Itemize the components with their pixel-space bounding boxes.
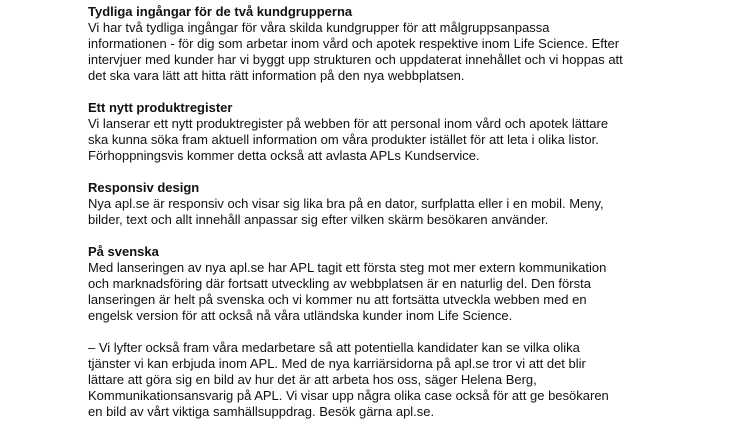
paragraph-line: informationen - för dig som arbetar inom vård och apotek respektive inom Life Science. Efter (88, 36, 620, 51)
paragraph-line: lanseringen är helt på svenska och vi kommer nu att fortsätta utveckla webben med en (88, 292, 587, 307)
section-heading: Tydliga ingångar för de två kundgrupperna (88, 4, 353, 19)
paragraph-line: bilder, text och allt innehåll anpassar sig efter vilken skärm besökaren använder. (88, 212, 549, 227)
paragraph-line: tjänster vi kan erbjuda inom APL. Med de nya karriärsidorna på apl.se tror vi att det blir (88, 356, 586, 371)
section-responsiv-design (88, 180, 688, 228)
paragraph-line: lättare att göra sig en bild av hur det är att arbeta hos oss, säger Helena Berg, (88, 372, 537, 387)
section-produktregister (88, 100, 688, 164)
quote-paragraph (88, 340, 688, 420)
section-heading: Responsiv design (88, 180, 200, 195)
paragraph-line: Kommunikationsansvarig på APL. Vi visar upp några olika case också för att ge besökaren (88, 388, 609, 403)
section-heading: På svenska (88, 244, 159, 259)
paragraph-line: Vi lanserar ett nytt produktregister på webben för att personal inom vård och apotek lättare (88, 116, 609, 131)
paragraph-line: en bild av vårt viktiga samhällsuppdrag. Besök gärna apl.se. (88, 404, 435, 419)
document-body (88, 4, 688, 436)
paragraph-line: Nya apl.se är responsiv och visar sig lika bra på en dator, surfplatta eller i en mobil. Meny, (88, 196, 604, 211)
section-paragraph (88, 20, 688, 84)
paragraph-line: Med lanseringen av nya apl.se har APL tagit ett första steg mot mer extern kommunikation (88, 260, 607, 275)
paragraph-line: det ska vara lätt att hitta rätt information på den nya webbplatsen. (88, 68, 465, 83)
paragraph-line: Förhoppningsvis kommer detta också att avlasta APLs Kundservice. (88, 148, 480, 163)
paragraph-line: Vi har två tydliga ingångar för våra skilda kundgrupper för att målgruppsanpassa (88, 20, 550, 35)
paragraph-line: intervjuer med kunder har vi byggt upp strukturen och uppdaterat innehållet och vi hoppas att (88, 52, 623, 67)
section-heading: Ett nytt produktregister (88, 100, 233, 115)
section-kundgrupper (88, 4, 688, 84)
paragraph-line: engelsk version för att också nå våra utländska kunder inom Life Science. (88, 308, 513, 323)
section-paragraph (88, 260, 688, 324)
paragraph-line: – Vi lyfter också fram våra medarbetare så att potentiella kandidater kan se vilka olika (88, 340, 580, 355)
section-paragraph (88, 116, 688, 164)
section-pa-svenska (88, 244, 688, 324)
paragraph-line: ska kunna söka fram aktuell information om våra produkter istället för att leta i olika listor. (88, 132, 599, 147)
paragraph-line: och marknadsföring där fortsatt utveckling av webbplatsen är en naturlig del. Den första (88, 276, 591, 291)
section-paragraph (88, 196, 688, 228)
quote-text (88, 340, 688, 420)
